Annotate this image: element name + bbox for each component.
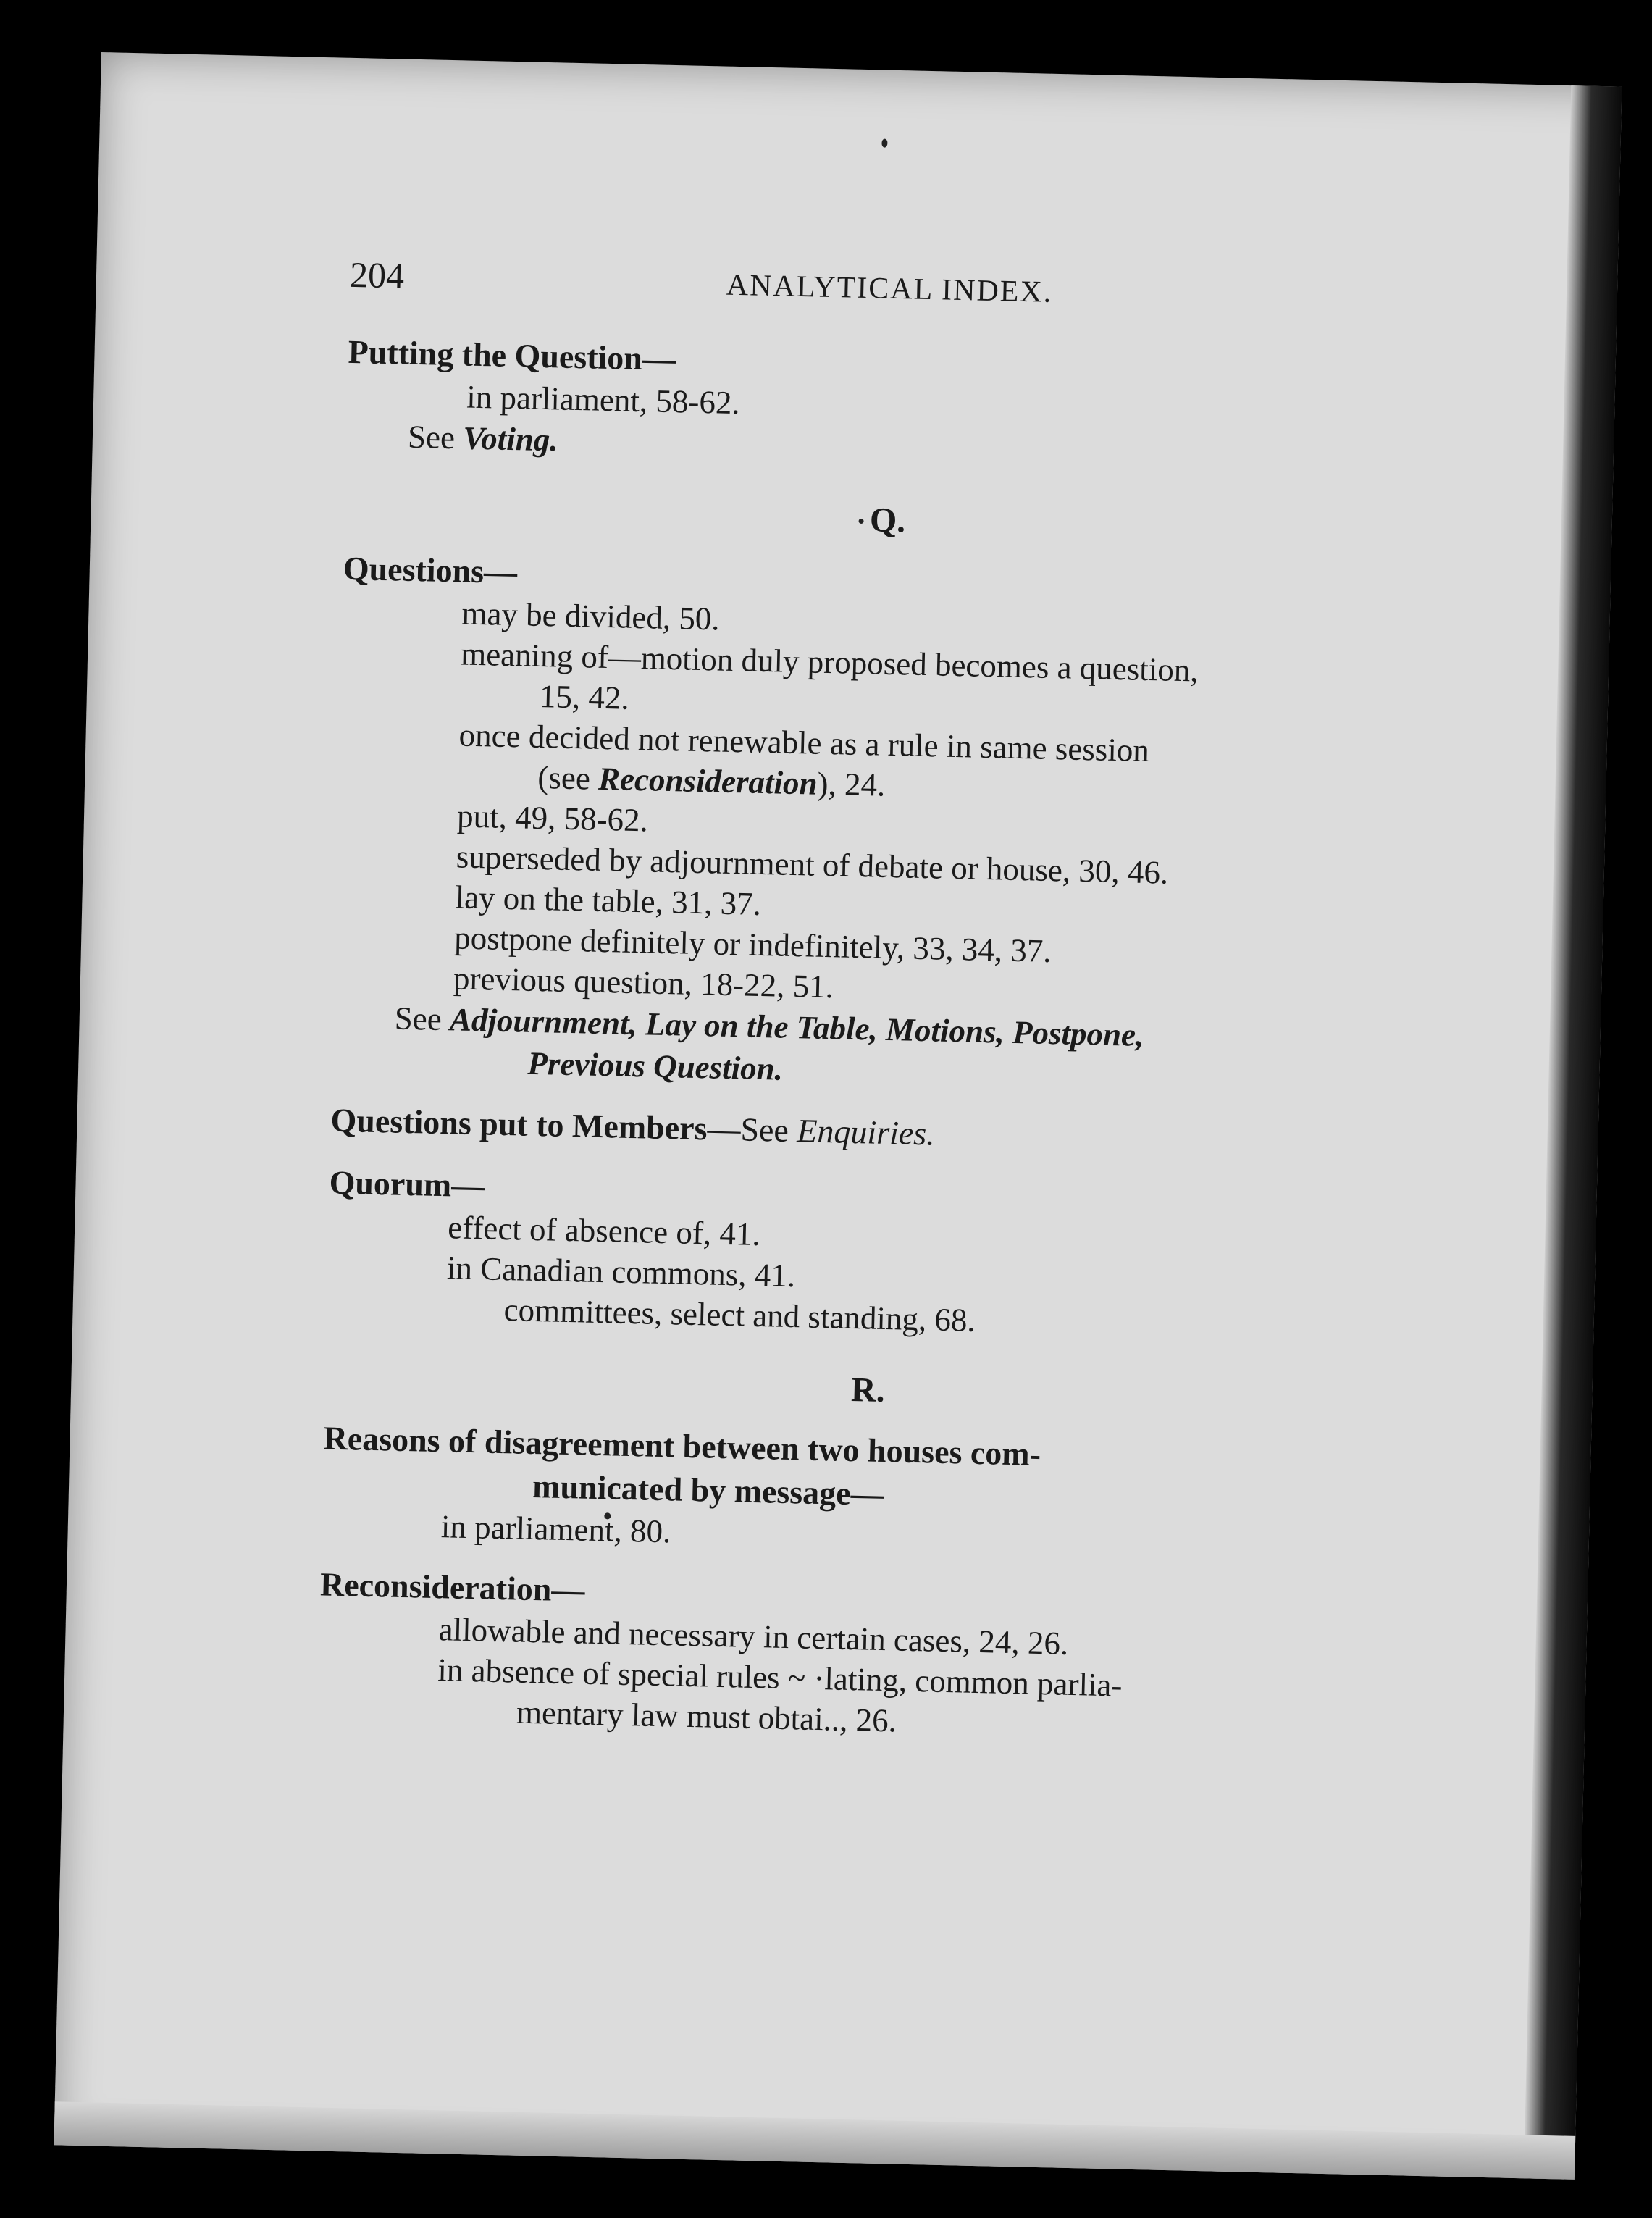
see-target-continuation: Previous Question. — [527, 1045, 784, 1087]
entry-heading-reconsideration: Reconsideration— — [319, 1565, 586, 1609]
paren-close: ), 24. — [817, 765, 886, 803]
entry-heading-questions-members — [330, 1099, 1562, 1171]
entry-item: in Canadian commons, 41. — [446, 1250, 796, 1294]
entry-item-line: once decided not renewable as a rule in same session — [458, 716, 1150, 769]
entry-item: may be divided, 50. — [461, 595, 721, 637]
page-text — [317, 254, 1582, 1756]
page-header — [349, 254, 1581, 340]
entry-item-continuation: mentary law must obtai.., 26. — [516, 1694, 897, 1739]
section-letter-r: R. — [850, 1370, 886, 1410]
see-target: Voting. — [462, 419, 559, 459]
cross-ref: Reconsideration — [598, 760, 818, 802]
page-number: 204 — [349, 254, 405, 296]
see-prefix: See — [407, 418, 456, 456]
cross-ref-line — [707, 1110, 935, 1152]
scanned-page — [54, 52, 1622, 2180]
entry-item: previous question, 18-22, 51. — [453, 960, 834, 1005]
entry-subitem: committees, select and standing, 68. — [503, 1292, 976, 1339]
entry-heading-putting: Putting the Question— — [348, 332, 676, 378]
see-prefix: See — [394, 1000, 443, 1037]
entry-item: postpone definitely or indefinitely, 33, 34, 37. — [453, 919, 1052, 970]
entry-item: in parliament, 58-62. — [466, 378, 741, 422]
heading-text: Questions put to Members — [330, 1101, 708, 1147]
entry-item: superseded by adjournment of debate or house, 30, 46. — [456, 838, 1169, 891]
entry-item-line: meaning of—motion duly proposed becomes a question, — [460, 635, 1199, 689]
page-bottom-edge — [54, 2101, 1575, 2180]
cross-target: Enquiries. — [796, 1112, 936, 1152]
heading-continuation: municated by message— — [532, 1468, 885, 1513]
entry-item-line: in absence of special rules ~ ·lating, common parlia- — [437, 1652, 1123, 1704]
entry-item: put, 49, 58-62. — [456, 798, 649, 839]
entry-item-continuation: 15, 42. — [539, 677, 630, 716]
entry-item: allowable and necessary in certain cases, 24, 26. — [438, 1611, 1069, 1662]
entry-item: lay on the table, 31, 37. — [455, 879, 762, 922]
heading-line: Reasons of disagreement between two houses com- — [323, 1419, 1041, 1473]
entry-heading-quorum: Quorum— — [329, 1163, 485, 1205]
entry-item: effect of absence of, 41. — [447, 1209, 761, 1253]
cross-prefix: —See — [706, 1110, 789, 1149]
see-target: Adjournment, Lay on the Table, Motions, Postpone, — [449, 1001, 1144, 1053]
paren-open: (see — [537, 758, 591, 797]
entry-heading-questions: Questions— — [343, 549, 518, 591]
running-head: ANALYTICAL INDEX. — [726, 268, 1053, 309]
dust-speck — [881, 138, 887, 147]
entry-item: in parliament, 80. — [440, 1508, 671, 1550]
section-letter-q: Q. — [869, 501, 906, 540]
